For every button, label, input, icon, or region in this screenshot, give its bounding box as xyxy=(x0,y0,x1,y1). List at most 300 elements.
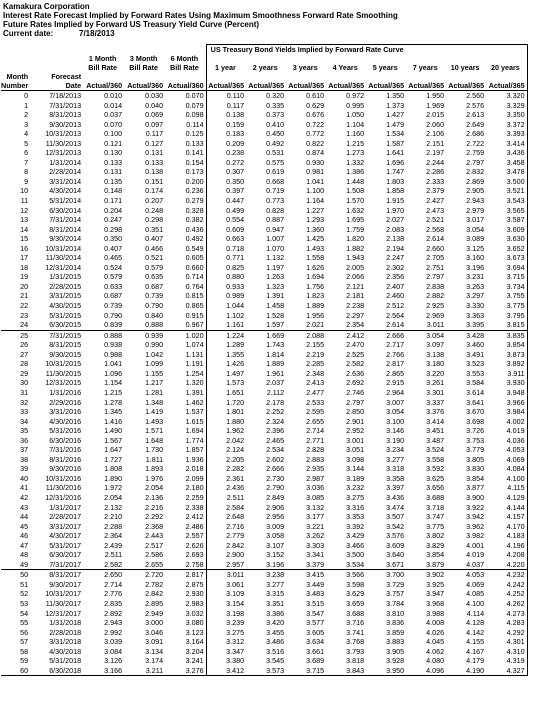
rate-cell: 3.353 xyxy=(346,512,365,522)
rate-cell: 2.197 xyxy=(426,148,445,158)
forecast-date-cell: 11/30/2016 xyxy=(45,483,82,493)
rate-cell: 3.429 xyxy=(346,531,365,541)
rate-cell: 0.633 xyxy=(104,281,123,291)
forecast-date-cell: 9/30/2013 xyxy=(49,119,82,129)
rate-cell: 0.915 xyxy=(185,310,204,320)
rate-cell: 2.655 xyxy=(124,560,165,570)
forecast-date-cell: 7/31/2016 xyxy=(49,445,82,455)
rate-cell: 1.803 xyxy=(386,176,405,186)
table-row xyxy=(1,359,527,369)
rate-cell: 3.415 xyxy=(306,570,325,580)
rate-cell: 3.982 xyxy=(466,531,485,541)
month-number-cell: 58 xyxy=(20,646,29,656)
rate-cell: 3.802 xyxy=(426,531,445,541)
month-number-cell: 1 xyxy=(24,100,29,110)
rate-cell: 3.211 xyxy=(124,666,165,676)
rate-cell: 2.717 xyxy=(386,340,405,350)
rate-cell: 0.790 xyxy=(104,310,123,320)
rate-cell: 0.151 xyxy=(145,176,164,186)
rate-cell: 3.688 xyxy=(346,608,365,618)
rate-cell: 4.242 xyxy=(486,580,527,590)
rate-cell: 3.640 xyxy=(386,550,405,560)
rate-cell: 2.649 xyxy=(466,119,485,129)
rate-cell: 2.956 xyxy=(266,512,285,522)
rate-cell: 3.054 xyxy=(426,330,445,340)
forecast-date-cell: 10/31/2015 xyxy=(45,359,82,369)
month-number-cell: 28 xyxy=(20,359,29,369)
month-number-cell: 7 xyxy=(24,157,29,167)
rate-cell: 3.542 xyxy=(386,521,405,531)
rate-cell: 3.521 xyxy=(486,186,527,196)
rate-cell: 3.123 xyxy=(185,627,204,637)
table-row xyxy=(1,311,527,321)
bond-header-20y: 20 years xyxy=(486,63,527,72)
rate-cell: 0.207 xyxy=(145,196,164,206)
rate-cell: 4.142 xyxy=(466,627,485,637)
rate-cell: 2.882 xyxy=(426,291,445,301)
rate-cell: 0.764 xyxy=(185,281,204,291)
month-number-cell: 15 xyxy=(20,234,29,244)
rate-cell: 2.324 xyxy=(266,416,285,426)
rate-cell: 3.507 xyxy=(386,512,405,522)
rate-cell: 2.364 xyxy=(104,531,123,541)
rate-cell: 1.801 xyxy=(206,407,246,417)
rate-cell: 3.718 xyxy=(426,502,445,512)
rate-cell: 2.210 xyxy=(104,512,123,522)
rate-cell: 2.121 xyxy=(346,281,365,291)
rate-cell: 3.815 xyxy=(486,320,527,330)
rate-cell: 1.217 xyxy=(145,378,164,388)
rate-cell: 3.380 xyxy=(206,656,246,666)
rate-cell: 2.151 xyxy=(426,138,445,148)
rate-cell: 1.811 xyxy=(145,454,164,464)
rate-cell: 2.582 xyxy=(346,359,365,369)
rate-cell: 2.900 xyxy=(206,550,246,560)
rate-cell: 2.465 xyxy=(266,435,285,445)
rate-cell: 3.922 xyxy=(466,502,485,512)
rate-cell: 0.070 xyxy=(185,91,204,100)
rate-cell: 0.465 xyxy=(104,253,123,263)
rate-cell: 2.460 xyxy=(386,291,405,301)
rate-cell: 0.131 xyxy=(104,167,123,177)
rate-cell: 2.930 xyxy=(185,589,204,599)
rate-cell: 3.011 xyxy=(206,570,246,580)
rate-cell: 3.152 xyxy=(266,550,285,560)
rate-cell: 3.715 xyxy=(486,272,527,282)
rate-cell: 4.128 xyxy=(466,618,485,628)
forecast-date-cell: 10/31/2017 xyxy=(45,589,82,599)
rate-cell: 1.774 xyxy=(185,435,204,445)
rate-cell: 1.537 xyxy=(185,407,204,417)
rate-cell: 0.247 xyxy=(104,215,123,225)
unit-label: Actual/365 xyxy=(486,81,527,91)
rate-cell: 3.166 xyxy=(83,666,124,676)
rate-cell: 1.814 xyxy=(266,349,285,359)
rate-cell: 3.905 xyxy=(386,646,405,656)
forecast-date-cell: 2/28/2014 xyxy=(49,167,82,177)
unit-label: Actual/365 xyxy=(286,81,326,91)
rate-cell: 3.670 xyxy=(466,407,485,417)
rate-cell: 2.895 xyxy=(145,598,164,608)
rate-cell: 3.988 xyxy=(426,608,445,618)
month-number-cell: 13 xyxy=(20,215,29,225)
unit-label: Actual/360 xyxy=(165,81,206,91)
rate-cell: 2.730 xyxy=(266,473,285,483)
rate-cell: 0.524 xyxy=(104,262,123,272)
rate-cell: 3.262 xyxy=(306,531,325,541)
rate-cell: 2.790 xyxy=(266,483,285,493)
rate-cell: 0.609 xyxy=(206,225,246,235)
rate-cell: 3.177 xyxy=(306,512,325,522)
rate-cell: 3.190 xyxy=(386,435,405,445)
month-number-cell: 55 xyxy=(20,618,29,628)
rate-cell: 0.114 xyxy=(186,119,204,129)
rate-cell: 2.935 xyxy=(306,464,325,474)
rate-cell: 3.950 xyxy=(366,666,406,676)
table-row xyxy=(1,550,527,560)
rate-cell: 3.303 xyxy=(306,540,325,550)
rate-cell: 3.879 xyxy=(406,560,446,570)
forecast-date-cell: 7/31/2015 xyxy=(49,330,82,340)
forecast-date-cell: 2/28/2015 xyxy=(49,281,82,291)
rate-cell: 2.722 xyxy=(466,138,485,148)
rate-cell: 3.455 xyxy=(266,627,285,637)
rate-cell: 1.820 xyxy=(346,234,365,244)
rate-cell: 1.956 xyxy=(306,310,325,320)
rate-cell: 3.829 xyxy=(426,540,445,550)
rate-cell: 2.015 xyxy=(426,110,445,120)
rate-cell: 3.011 xyxy=(406,320,446,330)
rate-cell: 3.565 xyxy=(486,206,527,216)
rate-cell: 3.239 xyxy=(206,618,246,628)
table-row xyxy=(1,512,527,522)
forecast-date-cell: 8/31/2015 xyxy=(49,340,82,350)
rate-cell: 1.155 xyxy=(145,368,164,378)
rate-cell: 2.259 xyxy=(185,492,204,502)
rate-cell: 3.001 xyxy=(346,435,365,445)
current-date-value: 7/18/2013 xyxy=(79,29,115,38)
rate-cell: 4.084 xyxy=(486,464,527,474)
rate-cell: 2.247 xyxy=(386,253,405,263)
rate-cell: 1.227 xyxy=(306,205,325,215)
forecast-date-cell: 5/31/2015 xyxy=(49,310,82,320)
rate-cell: 1.360 xyxy=(306,224,325,234)
rate-cell: 0.450 xyxy=(266,129,285,139)
month-number-cell: 44 xyxy=(20,512,29,522)
forecast-date-cell: 11/30/2013 xyxy=(45,138,82,148)
rate-cell: 2.602 xyxy=(266,454,285,464)
rate-cell: 0.117 xyxy=(145,129,164,139)
rate-cell: 1.970 xyxy=(386,205,405,215)
rate-cell: 2.655 xyxy=(306,416,325,426)
forecast-date-cell: 3/31/2016 xyxy=(49,407,82,417)
rate-cell: 3.180 xyxy=(426,359,445,369)
rate-cell: 0.719 xyxy=(266,186,285,196)
rate-cell: 0.773 xyxy=(266,196,285,206)
rate-cell: 1.808 xyxy=(104,464,123,474)
rate-cell: 0.447 xyxy=(206,196,246,206)
rate-cell: 3.656 xyxy=(426,483,445,493)
rate-cell: 4.053 xyxy=(466,570,485,580)
rate-cell: 3.984 xyxy=(486,407,527,417)
rate-cell: 2.716 xyxy=(206,522,246,532)
rate-cell: 1.858 xyxy=(386,186,405,196)
rate-cell: 4.170 xyxy=(486,522,527,532)
forecast-date-cell: 5/31/2018 xyxy=(49,656,82,666)
rate-cell: 0.373 xyxy=(266,110,285,120)
rate-cell: 0.575 xyxy=(266,157,285,167)
rate-cell: 3.397 xyxy=(386,483,405,493)
month-number-cell: 42 xyxy=(20,492,29,502)
rate-cell: 0.972 xyxy=(346,91,365,100)
table-row xyxy=(1,493,527,503)
rate-cell: 2.865 xyxy=(386,368,405,378)
rate-cell: 3.516 xyxy=(266,646,285,656)
rate-cell: 2.714 xyxy=(104,579,123,589)
table-row xyxy=(1,666,527,676)
rate-cell: 3.231 xyxy=(466,272,485,282)
rate-cell: 0.888 xyxy=(124,320,165,330)
rate-cell: 1.632 xyxy=(346,205,365,215)
rate-cell: 2.525 xyxy=(346,349,365,359)
rate-cell: 3.755 xyxy=(486,291,527,301)
month-number-cell: 25 xyxy=(20,330,29,340)
rate-cell: 0.236 xyxy=(185,186,204,196)
rate-cell: 3.553 xyxy=(466,368,485,378)
rate-cell: 1.528 xyxy=(266,310,285,320)
bond-header-2y: 2 years xyxy=(252,63,278,72)
rate-cell: 4.008 xyxy=(426,618,445,628)
forecast-date-cell: 5/31/2016 xyxy=(49,426,82,436)
month-number-cell: 47 xyxy=(20,540,29,550)
rate-cell: 2.005 xyxy=(346,262,365,272)
table-row xyxy=(1,531,527,541)
bond-header-1y: 1 year xyxy=(206,63,246,72)
rate-cell: 3.877 xyxy=(466,483,485,493)
rate-cell: 3.486 xyxy=(266,637,285,647)
rate-cell: 0.938 xyxy=(104,340,123,350)
report-title: Interest Rate Forecast Implied by Forward Rates Using Maximum Smoothness Forward Rate Smoothing xyxy=(3,11,398,20)
forecast-date-cell: 8/31/2014 xyxy=(49,224,82,234)
forecast-date-cell: 6/30/2018 xyxy=(32,666,83,676)
rate-cell: 3.911 xyxy=(486,369,527,379)
rate-cell: 1.889 xyxy=(266,359,285,369)
table-row xyxy=(1,628,527,638)
rate-cell: 0.069 xyxy=(145,110,164,120)
rate-cell: 3.337 xyxy=(426,397,445,407)
rate-cell: 2.348 xyxy=(306,368,325,378)
rate-cell: 4.310 xyxy=(486,647,527,657)
rate-cell: 1.100 xyxy=(306,186,325,196)
rate-cell: 3.017 xyxy=(466,215,485,225)
month-header-bottom: Number xyxy=(1,81,32,91)
rate-cell: 0.127 xyxy=(145,138,164,148)
report-subtitle: Future Rates Implied by Forward US Treasury Yield Curve (Percent) xyxy=(3,20,260,29)
rate-cell: 3.316 xyxy=(346,502,365,512)
rate-cell: 0.995 xyxy=(346,100,365,110)
table-row xyxy=(1,464,527,474)
forecast-date-cell: 2/28/2018 xyxy=(49,627,82,637)
rate-cell: 3.500 xyxy=(346,550,365,560)
rate-cell: 2.883 xyxy=(306,454,325,464)
rate-cell: 1.160 xyxy=(346,129,365,139)
rate-cell: 1.041 xyxy=(306,176,325,186)
rate-cell: 4.100 xyxy=(486,474,527,484)
rate-cell: 3.126 xyxy=(104,656,123,666)
rate-cell: 0.133 xyxy=(145,157,164,167)
rate-cell: 3.330 xyxy=(466,301,485,311)
rate-cell: 2.443 xyxy=(145,531,164,541)
rate-cell: 2.759 xyxy=(466,148,485,158)
forecast-date-cell: 11/30/2017 xyxy=(45,598,82,608)
month-number-cell: 21 xyxy=(20,291,29,301)
rate-cell: 2.354 xyxy=(326,320,366,330)
rate-cell: 2.333 xyxy=(426,176,445,186)
table-row xyxy=(1,618,527,628)
rate-cell: 1.961 xyxy=(266,368,285,378)
rate-cell: 3.379 xyxy=(286,560,326,570)
table-row xyxy=(1,282,527,292)
month-number-cell: 26 xyxy=(20,340,29,350)
rate-cell: 2.957 xyxy=(206,560,246,570)
rate-cell: 2.842 xyxy=(145,589,164,599)
rate-cell: 3.414 xyxy=(426,416,445,426)
rate-cell: 0.880 xyxy=(206,272,246,282)
month-number-cell: 43 xyxy=(20,502,29,512)
rate-cell: 2.969 xyxy=(426,310,445,320)
rate-cell: 3.900 xyxy=(466,492,485,502)
rate-cell: 2.952 xyxy=(346,426,365,436)
rate-cell: 3.641 xyxy=(466,397,485,407)
forecast-date-cell: 6/30/2016 xyxy=(49,435,82,445)
table-row xyxy=(1,225,527,235)
rate-cell: 4.100 xyxy=(466,598,485,608)
unit-label: Actual/360 xyxy=(83,81,124,91)
rate-cell: 3.698 xyxy=(466,416,485,426)
rate-cell: 3.098 xyxy=(346,454,365,464)
rate-cell: 0.125 xyxy=(185,129,204,139)
rate-cell: 1.943 xyxy=(346,253,365,263)
rate-cell: 0.351 xyxy=(145,224,164,234)
rate-cell: 0.183 xyxy=(206,129,246,139)
rate-cell: 2.252 xyxy=(266,407,285,417)
rate-cell: 2.018 xyxy=(185,464,204,474)
rate-cell: 3.883 xyxy=(386,637,405,647)
rate-cell: 2.906 xyxy=(266,502,285,512)
table-row xyxy=(1,110,527,120)
rate-cell: 2.112 xyxy=(266,387,285,397)
rate-cell: 3.609 xyxy=(486,225,527,235)
forecast-date-cell: 11/30/2015 xyxy=(45,368,82,378)
month-number-cell: 29 xyxy=(20,368,29,378)
forecast-date-cell: 4/30/2018 xyxy=(49,646,82,656)
rate-cell: 2.892 xyxy=(104,608,123,618)
rate-cell: 1.050 xyxy=(346,110,365,120)
rate-cell: 3.609 xyxy=(386,540,405,550)
rate-cell: 2.576 xyxy=(466,100,485,110)
rate-cell: 2.180 xyxy=(185,483,204,493)
rate-cell: 3.694 xyxy=(486,263,527,273)
table-row xyxy=(1,656,527,666)
rate-cell: 3.689 xyxy=(306,656,325,666)
rate-cell: 3.134 xyxy=(145,646,164,656)
rate-cell: 2.560 xyxy=(466,91,485,100)
table-row xyxy=(1,541,527,551)
rate-cell: 0.397 xyxy=(206,186,246,196)
month-number-cell: 50 xyxy=(20,570,29,580)
rate-cell: 1.567 xyxy=(104,435,123,445)
rate-cell: 2.106 xyxy=(426,129,445,139)
rate-cell: 1.132 xyxy=(266,253,285,263)
rate-cell: 3.109 xyxy=(206,589,246,599)
rate-cell: 3.671 xyxy=(366,560,406,570)
rate-cell: 1.882 xyxy=(346,243,365,253)
rate-cell: 2.216 xyxy=(145,502,164,512)
month-number-cell: 54 xyxy=(20,608,29,618)
rate-cell: 2.138 xyxy=(386,234,405,244)
rate-cell: 1.458 xyxy=(266,301,285,311)
rate-cell: 3.859 xyxy=(386,627,405,637)
table-row xyxy=(1,272,527,282)
forecast-date-cell: 12/31/2013 xyxy=(45,148,82,158)
month-number-cell: 53 xyxy=(20,598,29,608)
table-row xyxy=(1,158,527,168)
rate-cell: 2.286 xyxy=(426,167,445,177)
month-number-cell: 22 xyxy=(20,301,29,311)
rate-cell: 3.753 xyxy=(466,435,485,445)
table-row xyxy=(1,196,527,206)
rate-cell: 0.629 xyxy=(306,100,325,110)
rate-cell: 1.823 xyxy=(306,291,325,301)
rate-cell: 1.373 xyxy=(386,100,405,110)
rate-cell: 0.531 xyxy=(266,148,285,158)
month-number-cell: 37 xyxy=(20,445,29,455)
rate-cell: 0.722 xyxy=(306,119,325,129)
rate-cell: 4.002 xyxy=(486,417,527,427)
forecast-date-cell: 10/31/2014 xyxy=(45,243,82,253)
table-row xyxy=(1,445,527,455)
rate-cell: 0.939 xyxy=(145,330,164,340)
rate-cell: 2.178 xyxy=(266,397,285,407)
forecast-date-cell: 4/30/2014 xyxy=(49,186,82,196)
rate-cell: 3.138 xyxy=(426,349,445,359)
unit-label: Actual/365 xyxy=(326,81,366,91)
rate-cell: 2.835 xyxy=(104,598,123,608)
rate-cell: 3.420 xyxy=(266,618,285,628)
rate-cell: 4.026 xyxy=(426,627,445,637)
rate-cell: 3.614 xyxy=(466,387,485,397)
rate-cell: 2.194 xyxy=(386,243,405,253)
rate-cell: 0.635 xyxy=(145,272,164,282)
rate-cell: 1.490 xyxy=(104,426,123,436)
rate-cell: 2.512 xyxy=(386,301,405,311)
rate-cell: 3.174 xyxy=(145,656,164,666)
rate-cell: 1.345 xyxy=(104,407,123,417)
rate-cell: 0.933 xyxy=(206,282,246,292)
rate-cell: 4.115 xyxy=(486,483,527,493)
rate-cell: 0.981 xyxy=(306,167,325,177)
rate-cell: 0.320 xyxy=(266,91,285,100)
rate-cell: 3.487 xyxy=(426,435,445,445)
month-number-cell: 18 xyxy=(20,262,29,272)
month-number-cell: 20 xyxy=(20,281,29,291)
forecast-date-cell: 8/31/2013 xyxy=(49,110,82,120)
rate-cell: 3.715 xyxy=(286,666,326,676)
table-row xyxy=(1,483,527,493)
rate-cell: 2.925 xyxy=(426,301,445,311)
rate-cell: 2.776 xyxy=(104,589,123,599)
rate-cell: 2.832 xyxy=(466,167,485,177)
